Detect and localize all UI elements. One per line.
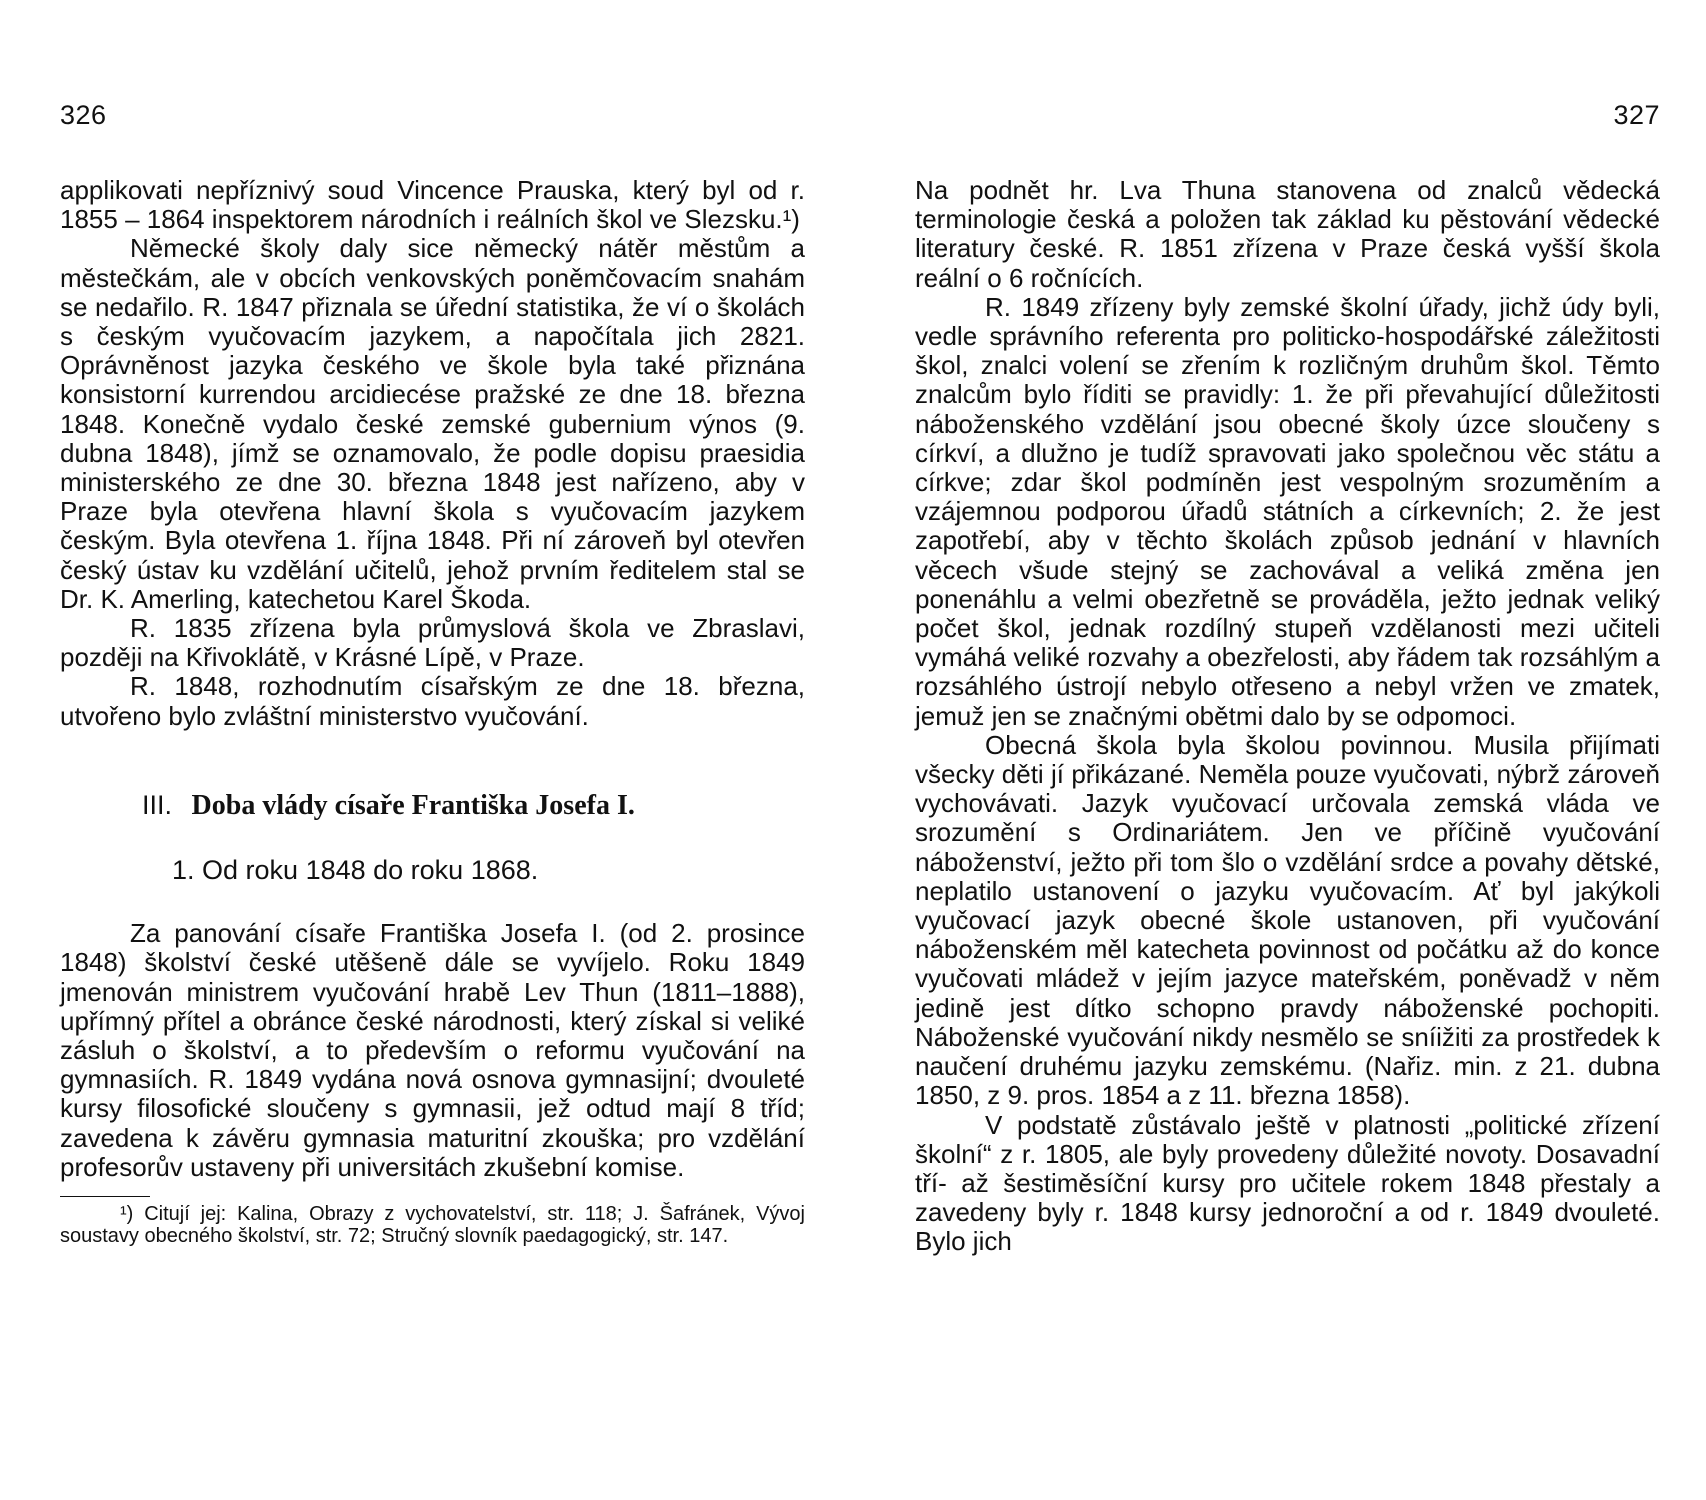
paragraph: applikovati nepříznivý soud Vincence Prauska, který byl od r. 1855 – 1864 inspektorem národních i reálních škol ve Slezsku.¹): [60, 175, 805, 235]
right-page: [915, 0, 1660, 1500]
section-heading-roman: III.: [142, 789, 173, 820]
page-number: 326: [60, 100, 107, 130]
paragraph: Obecná škola byla školou povinnou. Musila přijímati všecky děti jí přikázané. Neměla pouze vyučovati, nýbrž zároveň vychovávati. Jazyk vyučovací určovala zemská vláda ve srozumění s Ordinariátem. Jen ve příčině vyučování náboženství, ježto při tom šlo o vzdělání srdce a povahy dětské, neplatilo ustanovení o jazyku vyučovacím. Ať byl jakýkoli vyučovací jazyk obecné škole ustanoven, při vyučování náboženském měl katecheta povinnost od počátku až do konce vyučovati mládež v jejím jazyce mateřském, poněvadž v něm jedině jest dítko schopno pravdy náboženské pochopiti. Náboženské vyučování nikdy nesmělo se sníižiti za prostředek k naučení druhému jazyku zemskému. (Nařiz. min. z 21. dubna 1850, z 9. pros. 1854 a z 11. března 1858).: [915, 729, 1660, 1111]
paragraph: R. 1849 zřízeny byly zemské školní úřady, jichž údy byli, vedle správního referenta pro politicko-hospodářské záležitosti škol, znalci volení se zřením k rozličným druhům škol. Těmto znalcům bylo říditi se pravidly: 1. že při převahující důležitosti náboženského vzdělání jsou obecné školy úzce sloučeny s církví, a dlužno je tudíž spravovati jako společnou věc státu a církve; zdar škol podmíněn jest vespolným srozuměním a vzájemnou podporou úřadů státních a církevních; 2. že jest zapotřebí, aby v těchto školách způsob jednání v hlavních věcech všude stejný se zachovával a veliká změna jen ponenáhlu a velmi obezřetně se prováděla, ježto jednak veliký počet škol, jednak rozdílný stupeň vzdělanosti mezi učiteli vymáhá veliké rozvahy a obezřelosti, aby řádem tak rozsáhlým a rozsáhlého ústrojí nebylo otřeseno a nebyl vržen ve zmatek, jemuž jen se značnými obětmi dalo by se odpomoci.: [915, 291, 1660, 731]
paragraph: Na podnět hr. Lva Thuna stanovena od znalců vědecká terminologie česká a položen tak základ ku pěstování vědecké literatury české. R. 1851 zřízena v Praze česká vyšší škola reální o 6 ročnících.: [915, 175, 1660, 293]
footnote: [60, 1203, 805, 1247]
page-number: 327: [1613, 100, 1660, 130]
paragraph: R. 1835 zřízena byla průmyslová škola ve Zbraslavi, později na Křivoklátě, v Krásné Lípě, v Praze.: [60, 613, 805, 673]
paragraph: Za panování císaře Františka Josefa I. (od 2. prosince 1848) školství české utěšeně dále se vyvíjelo. Roku 1849 jmenován ministrem vyučování hrabě Lev Thun (1811–1888), upřímný přítel a obránce české národnosti, který získal si veliké zásluh o školství, a to především o reformu vyučování na gymnasiích. R. 1849 vydána nová osnova gymnasijní; dvouleté kursy filosofické sloučeny s gymnasii, jež odtud mají 8 tříd; zavedena k závěru gymnasia maturitní zkouška; pro vzdělání profesorův ustaveny při universitách zkušební komise.: [60, 918, 805, 1182]
paragraph: V podstatě zůstávalo ještě v platnosti „politické zřízení školní“ z r. 1805, ale byly provedeny důležité novoty. Dosavadní tří- až šestiměsíční kursy pro učitele rokem 1848 přestaly a zavedeny byly r. 1848 kursy jednoroční a od r. 1849 dvouleté. Bylo jich: [915, 1109, 1660, 1257]
paragraph: Německé školy daly sice německý nátěr městům a městečkám, ale v obcích venkovských poněmčovacím snahám se nedařilo. R. 1847 přiznala se úřední statistika, že ví o školách s českým vyučovacím jazykem, a napočítala jich 2821. Oprávněnost jazyka českého ve škole byla také přiznána konsistorní kurrendou arcidiecése pražské ze dne 18. března 1848. Konečně vydalo české zemské gubernium výnos (9. dubna 1848), jímž se oznamovalo, že podle dopisu praesidia ministerského ze dne 30. března 1848 jest nařízeno, aby v Praze byla otevřena hlavní škola s vyučovacím jazykem českým. Byla otevřena 1. října 1848. Při ní zároveň byl otevřen český ústav ku vzdělání učitelů, jehož prvním ředitelem stal se Dr. K. Amerling, katechetou Karel Škoda.: [60, 233, 805, 614]
section-heading-title: Doba vlády císaře Františka Josefa I.: [191, 789, 635, 821]
footnote-divider: [60, 1196, 150, 1197]
section-heading: [142, 791, 805, 820]
subheading: 1. Od roku 1848 do roku 1868.: [172, 855, 539, 886]
right-text-column: [915, 176, 1660, 1257]
left-text-column: [60, 176, 805, 1247]
footnote-text: ¹) Citují jej: Kalina, Obrazy z vychovatelství, str. 118; J. Šafránek, Vývoj soustavy obecného školství, str. 72; Stručný slovník paedagogický, str. 147.: [60, 1203, 805, 1248]
paragraph: R. 1848, rozhodnutím císařským ze dne 18. března, utvořeno bylo zvláštní ministerstvo vyučování.: [60, 671, 805, 731]
left-page: [60, 0, 805, 1500]
